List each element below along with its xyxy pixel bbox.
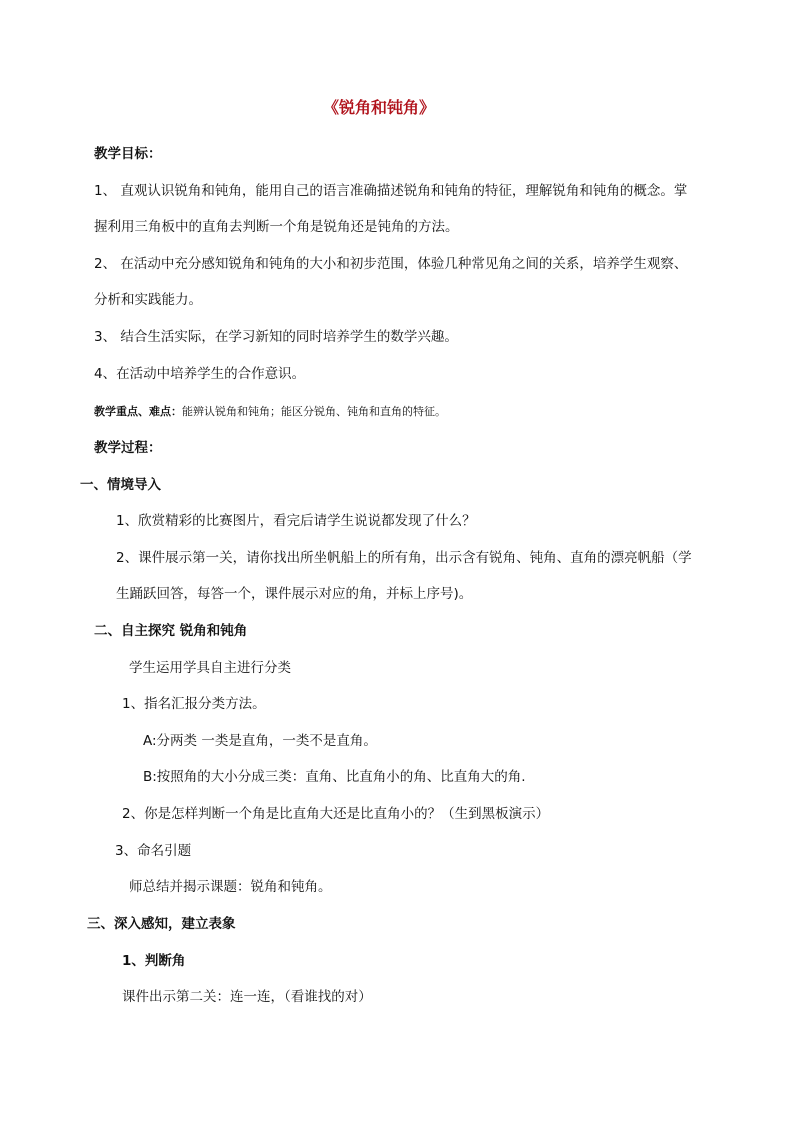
section-1-heading: 一、情境导入 — [80, 477, 161, 493]
goal-item-1-line-1: 1、 直观认识锐角和钝角，能用自己的语言准确描述锐角和钝角的特征，理解锐角和钝角的概念。掌 — [94, 183, 688, 199]
goal-item-3: 3、 结合生活实际，在学习新知的同时培养学生的数学兴趣。 — [94, 329, 458, 345]
goal-item-2-line-1: 2、 在活动中充分感知锐角和钝角的大小和初步范围，体验几种常见角之间的关系，培养学生观察、 — [94, 256, 688, 272]
goals-heading: 教学目标： — [94, 146, 162, 162]
section-3-item-1: 1、判断角 — [122, 953, 186, 969]
goal-item-2-line-2: 分析和实践能力。 — [94, 292, 202, 308]
section-1-item-2-line-1: 2、课件展示第一关，请你找出所坐帆船上的所有角，出示含有锐角、钝角、直角的漂亮帆船（学 — [116, 550, 692, 566]
document-title: 《锐角和钝角》 — [323, 98, 436, 117]
key-points — [94, 403, 446, 421]
key-points-text: 能辨认锐角和钝角；能区分锐角、钝角和直角的特征。 — [182, 405, 446, 418]
section-2-item-1-b: B:按照角的大小分成三类：直角、比直角小的角、比直角大的角. — [143, 769, 526, 785]
section-3-item-1-text: 课件出示第二关：连一连，（看谁找的对） — [122, 989, 372, 1005]
section-1-item-1: 1、欣赏精彩的比赛图片，看完后请学生说说都发现了什么？ — [116, 513, 476, 529]
section-2-heading: 二、自主探究 锐角和钝角 — [94, 623, 248, 639]
section-1-item-2-line-2: 生踊跃回答，每答一个，课件展示对应的角，并标上序号)。 — [116, 586, 473, 602]
key-points-label: 教学重点、难点： — [94, 405, 182, 418]
section-2-item-1-a: A:分两类 一类是直角，一类不是直角。 — [143, 733, 377, 749]
section-2-item-3-text: 师总结并揭示课题：锐角和钝角。 — [129, 879, 332, 895]
section-3-heading: 三、深入感知，建立表象 — [87, 916, 236, 932]
goal-item-4: 4、在活动中培养学生的合作意识。 — [94, 366, 306, 382]
section-2-item-3: 3、命名引题 — [115, 843, 192, 859]
process-heading: 教学过程： — [94, 440, 162, 456]
section-2-item-2: 2、你是怎样判断一个角是比直角大还是比直角小的？（生到黑板演示） — [122, 806, 550, 822]
section-2-intro: 学生运用学具自主进行分类 — [129, 660, 291, 676]
section-2-item-1: 1、指名汇报分类方法。 — [122, 696, 266, 712]
goal-item-1-line-2: 握利用三角板中的直角去判断一个角是锐角还是钝角的方法。 — [94, 219, 459, 235]
